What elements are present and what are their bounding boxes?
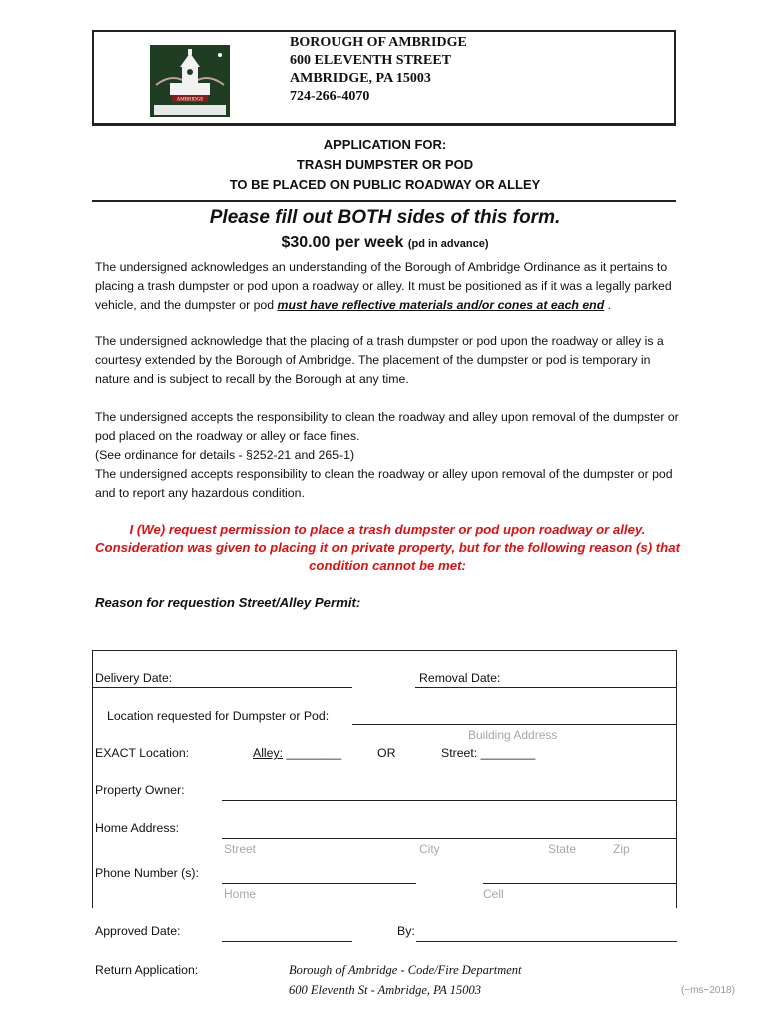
alley-label: Alley: <box>253 746 284 760</box>
street-hint: Street <box>224 842 257 856</box>
paragraph-responsibility <box>95 408 680 503</box>
home-phone-field[interactable] <box>222 883 416 884</box>
org-city: AMBRIDGE, PA 15003 <box>290 71 431 86</box>
by-label: By: <box>397 924 415 938</box>
zip-hint: Zip <box>613 842 630 856</box>
or-label: OR <box>377 746 396 760</box>
state-hint: State <box>548 842 577 856</box>
exact-location-label: EXACT Location: <box>95 746 190 760</box>
reflective-requirement: must have reflective materials and/or cones at each end <box>277 298 605 312</box>
paragraph-courtesy <box>95 332 680 389</box>
street-label: Street: <box>441 746 478 760</box>
building-address-field[interactable] <box>352 724 677 725</box>
return-application-label: Return Application: <box>95 963 199 977</box>
paragraph-ordinance-text: The undersigned acknowledges an understanding of the Borough of Ambridge Ordinance as it pertains to placing a trash dumpster or pod upon a roadway or alley. It must be positioned as if it was a legally parked vehicle, and the dumpster or pod <box>95 260 672 312</box>
building-address-hint: Building Address <box>468 728 558 742</box>
home-address-label: Home Address: <box>95 821 180 835</box>
seal-text: AMBRIDGE <box>176 97 204 103</box>
home-hint: Home <box>224 887 257 901</box>
street-blank: ________ <box>480 746 536 760</box>
paragraph-hazard-text: The undersigned accepts responsibility to clean the roadway or alley upon removal of the dumpster or pod and to report any hazardous condition. <box>95 467 673 500</box>
org-phone: 724-266-4070 <box>290 89 370 104</box>
title-divider <box>92 200 676 202</box>
property-owner-field[interactable] <box>222 800 677 801</box>
removal-date-field[interactable] <box>415 687 677 688</box>
title-line-3: TO BE PLACED ON PUBLIC ROADWAY OR ALLEY <box>229 177 541 192</box>
title-line-2: TRASH DUMPSTER OR POD <box>296 157 474 172</box>
city-hint: City <box>419 842 440 856</box>
approved-date-field[interactable] <box>222 941 352 942</box>
fee-line <box>0 234 770 252</box>
paragraph-clean-text: The undersigned accepts the responsibility to clean the roadway and alley upon removal of the dumpster or pod placed on the roadway or alley or face fines. <box>95 410 679 443</box>
paragraph-courtesy-text: The undersigned acknowledge that the placing of a trash dumpster or pod upon the roadway or alley is a courtesy extended by the Borough of Ambridge. The placement of the dumpster or pod is temporary in nature and is subject to recall by the Borough at any time. <box>95 334 664 386</box>
alley-blank: ________ <box>286 746 342 760</box>
property-owner-label: Property Owner: <box>95 783 185 797</box>
home-address-field[interactable] <box>222 838 677 839</box>
approved-date-label: Approved Date: <box>95 924 181 938</box>
reason-label: Reason for requestion Street/Alley Permit: <box>95 595 361 610</box>
paragraph-ordinance <box>95 258 680 315</box>
delivery-date-field[interactable] <box>93 687 352 688</box>
org-name: BOROUGH OF AMBRIDGE <box>290 35 467 50</box>
location-requested-label: Location requested for Dumpster or Pod: <box>107 709 330 723</box>
title-line-1: APPLICATION FOR: <box>323 137 447 152</box>
delivery-date-label: Delivery Date: <box>95 671 173 685</box>
fill-both-sides-notice: Please fill out BOTH sides of this form. <box>209 207 561 228</box>
return-address-line-2: 600 Eleventh St - Ambridge, PA 15003 <box>289 983 481 997</box>
paragraph-ordinance-ref: (See ordinance for details - §252-21 and 265-1) <box>95 448 355 462</box>
borough-seal-logo <box>150 45 230 117</box>
form-credit: (~ms~2018) <box>681 985 735 996</box>
return-address-line-1: Borough of Ambridge - Code/Fire Department <box>289 963 522 977</box>
alley-option[interactable] <box>253 746 341 760</box>
org-street: 600 ELEVENTH STREET <box>290 53 452 68</box>
cell-phone-field[interactable] <box>483 883 677 884</box>
removal-date-label: Removal Date: <box>419 671 501 685</box>
permission-request: I (We) request permission to place a trash dumpster or pod upon roadway or alley. Consideration was given to placing it on private property, but for the following reason (s) that condition cannot be met: <box>95 522 680 573</box>
street-option[interactable] <box>441 746 535 760</box>
approved-by-field[interactable] <box>416 941 677 942</box>
fee-note: (pd in advance) <box>407 238 489 250</box>
paragraph-ordinance-end: . <box>604 298 612 312</box>
fee-amount: $30.00 per week <box>281 234 404 251</box>
phone-numbers-label: Phone Number (s): <box>95 866 199 880</box>
cell-hint: Cell <box>483 887 504 901</box>
